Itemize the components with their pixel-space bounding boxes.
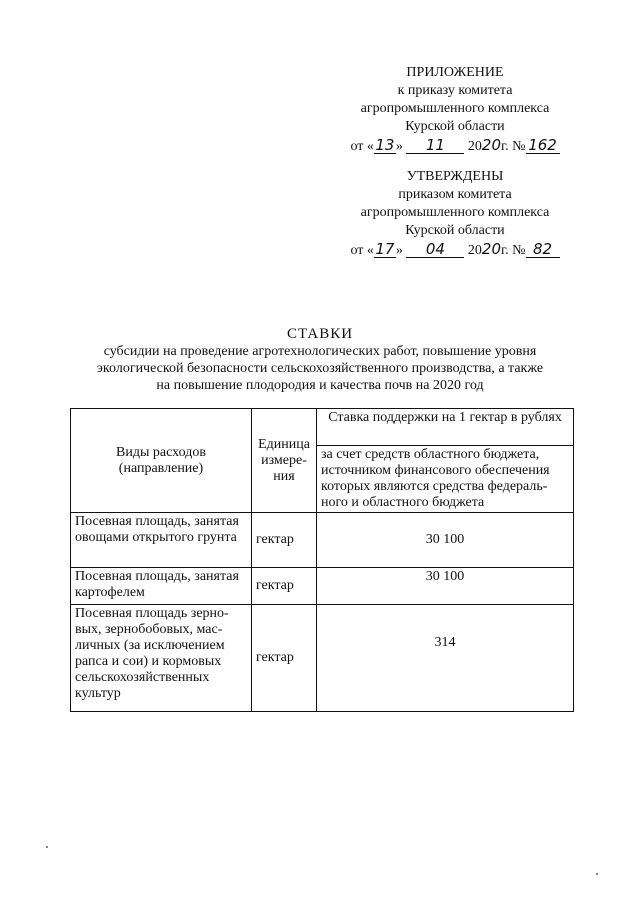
cell-unit: гектар (252, 513, 317, 568)
date-month: 04 (406, 241, 464, 258)
appendix-line-2: агропромышленного комплекса (360, 101, 550, 116)
header-cell-rate-source: за счет средств областного бюджета, источником финансового обеспечения которых являются средства федераль-ного и областного бюджета (317, 446, 574, 513)
date-prefix: от « (350, 243, 374, 258)
header-cell-rate: Ставка поддержки на 1 гектар в рублях (317, 409, 574, 446)
document-title-block (20, 326, 620, 394)
approved-title: УТВЕРЖДЕНЫ (406, 169, 504, 184)
date-day: 17 (375, 240, 395, 258)
date-day: 13 (375, 136, 395, 154)
date-month: 11 (406, 137, 464, 154)
year-prefix: 20 (467, 243, 482, 258)
table-row (71, 513, 574, 568)
document-subtitle-3: на повышение плодородия и качества почв на 2020 год (156, 378, 484, 393)
cell-type: Посевная площадь, занятая картофелем (71, 568, 252, 605)
table-row (71, 568, 574, 605)
cell-unit: гектар (252, 605, 317, 712)
rates-table (70, 408, 574, 712)
document-subtitle-2: экологической безопасности сельскохозяйственного производства, а также (96, 361, 544, 376)
year-prefix: 20 (467, 139, 482, 154)
year-suffix: 20 (481, 240, 501, 258)
scan-speck (46, 846, 48, 848)
appendix-block (340, 64, 570, 156)
header-cell-type: Виды расходов (направление) (71, 409, 252, 513)
cell-rate: 314 (317, 605, 574, 712)
date-day-close: » (395, 243, 403, 258)
date-prefix: от « (350, 139, 374, 154)
appendix-line-3: Курской области (405, 119, 505, 134)
number-label: г. № (501, 243, 526, 258)
cell-rate: 30 100 (317, 568, 574, 605)
cell-type: Посевная площадь, занятая овощами открытого грунта (71, 513, 252, 568)
number-label: г. № (501, 139, 526, 154)
appendix-line-1: к приказу комитета (397, 83, 513, 98)
document-title: СТАВКИ (286, 326, 354, 342)
approved-date-line (340, 240, 570, 260)
table-header-row (71, 409, 574, 446)
cell-rate: 30 100 (317, 513, 574, 568)
cell-unit: гектар (252, 568, 317, 605)
approved-line-3: Курской области (405, 223, 505, 238)
approved-line-2: агропромышленного комплекса (360, 205, 550, 220)
approved-block (340, 168, 570, 260)
document-subtitle-1: субсидии на проведение агротехнологических работ, повышение уровня (103, 344, 537, 359)
scan-speck (596, 873, 598, 875)
appendix-date-line (340, 136, 570, 156)
table-row (71, 605, 574, 712)
appendix-title: ПРИЛОЖЕНИЕ (406, 65, 504, 80)
year-suffix: 20 (481, 136, 501, 154)
date-day-close: » (395, 139, 403, 154)
order-number: 82 (526, 241, 560, 258)
order-number: 162 (526, 137, 560, 154)
header-cell-unit: Единица измере-ния (252, 409, 317, 513)
approved-line-1: приказом комитета (398, 187, 512, 202)
cell-type: Посевная площадь зерно-вых, зернобобовых, мас-личных (за исключением рапса и сои) и кормовых сельскохозяйственных культур (71, 605, 252, 712)
